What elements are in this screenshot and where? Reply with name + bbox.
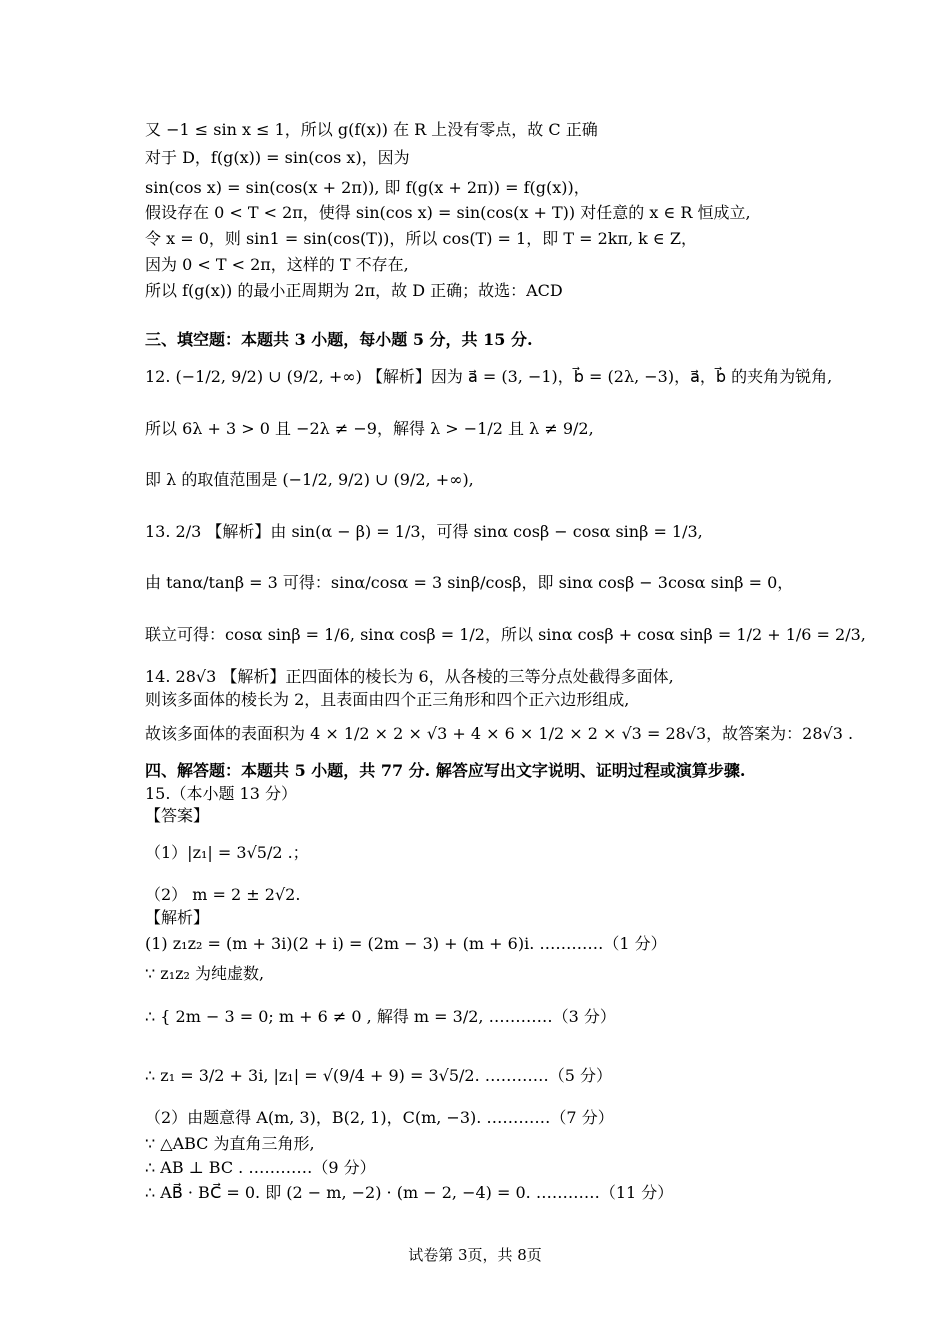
- text-line: 所以 6λ + 3 > 0 且 −2λ ≠ −9，解得 λ > −1/2 且 λ ≠ 9/2,: [145, 419, 594, 438]
- text-line: sin(cos x) = sin(cos(x + 2π)), 即 f(g(x + 2π)) = f(g(x))，: [145, 178, 590, 197]
- text-line: （2）由题意得 A(m, 3)，B(2, 1)，C(m, −3). …………（7 分）: [145, 1108, 614, 1127]
- text-line: 联立可得：cosα sinβ = 1/6, sinα cosβ = 1/2，所以 sinα cosβ + cosα sinβ = 1/2 + 1/6 = 2/3,: [145, 625, 866, 644]
- text-line: 即 λ 的取值范围是 (−1/2, 9/2) ∪ (9/2, +∞),: [145, 470, 474, 489]
- text-line: 由 tanα/tanβ = 3 可得：sinα/cosα = 3 sinβ/cosβ，即 sinα cosβ − 3cosα sinβ = 0，: [145, 573, 794, 592]
- text-line: ∵ z₁z₂ 为纯虚数,: [145, 964, 265, 983]
- page-footer: 试卷第 3页，共 8页: [408, 1246, 542, 1264]
- text-line: 对于 D，f(g(x)) = sin(cos x)，因为: [145, 148, 410, 167]
- section-heading: 三、填空题：本题共 3 小题，每小题 5 分，共 15 分.: [145, 330, 533, 349]
- text-line: 假设存在 0 < T < 2π，使得 sin(cos x) = sin(cos(x + T)) 对任意的 x ∈ R 恒成立,: [145, 203, 751, 222]
- text-line: (1) z₁z₂ = (m + 3i)(2 + i) = (2m − 3) + (m + 6)i. …………（1 分）: [145, 934, 667, 953]
- text-line: 因为 0 < T < 2π，这样的 T 不存在,: [145, 255, 409, 274]
- text-line: （2） m = 2 ± 2√2.: [145, 885, 301, 904]
- text-line: 又 −1 ≤ sin x ≤ 1，所以 g(f(x)) 在 R 上没有零点，故 C 正确: [145, 120, 598, 139]
- text-line: 14. 28√3 【解析】正四面体的棱长为 6，从各棱的三等分点处截得多面体,: [145, 667, 674, 686]
- text-line: 【解析】: [145, 908, 210, 927]
- text-line: 故该多面体的表面积为 4 × 1/2 × 2 × √3 + 4 × 6 × 1/2 × 2 × √3 = 28√3，故答案为：28√3 .: [145, 724, 854, 743]
- section-heading: 四、解答题：本题共 5 小题，共 77 分. 解答应写出文字说明、证明过程或演算步骤.: [145, 761, 746, 780]
- text-line: 12. (−1/2, 9/2) ∪ (9/2, +∞) 【解析】因为 a⃗ = (3, −1)，b⃗ = (2λ, −3)，a⃗，b⃗ 的夹角为锐角,: [145, 367, 833, 386]
- text-line: 15.（本小题 13 分）: [145, 784, 297, 803]
- text-line: 所以 f(g(x)) 的最小正周期为 2π，故 D 正确；故选：ACD: [145, 281, 563, 300]
- text-line: 令 x = 0，则 sin1 = sin(cos(T))，所以 cos(T) = 1，即 T = 2kπ, k ∈ Z，: [145, 229, 697, 248]
- text-line: （1）|z₁| = 3√5/2 .；: [145, 843, 309, 862]
- text-line: ∴ { 2m − 3 = 0; m + 6 ≠ 0 , 解得 m = 3/2, …………（3 分）: [145, 1007, 616, 1026]
- text-line: ∴ AB ⊥ BC . …………（9 分）: [145, 1158, 376, 1177]
- text-line: 则该多面体的棱长为 2，且表面由四个正三角形和四个正六边形组成,: [145, 690, 630, 709]
- text-line: 13. 2/3 【解析】由 sin(α − β) = 1/3，可得 sinα cosβ − cosα sinβ = 1/3,: [145, 522, 703, 541]
- text-line: ∴ AB⃗ · BC⃗ = 0. 即 (2 − m, −2) · (m − 2, −4) = 0. …………（11 分）: [145, 1183, 674, 1202]
- text-line: ∴ z₁ = 3/2 + 3i, |z₁| = √(9/4 + 9) = 3√5/2. …………（5 分）: [145, 1066, 613, 1085]
- text-line: ∵ △ABC 为直角三角形,: [145, 1134, 315, 1153]
- text-line: 【答案】: [145, 806, 210, 825]
